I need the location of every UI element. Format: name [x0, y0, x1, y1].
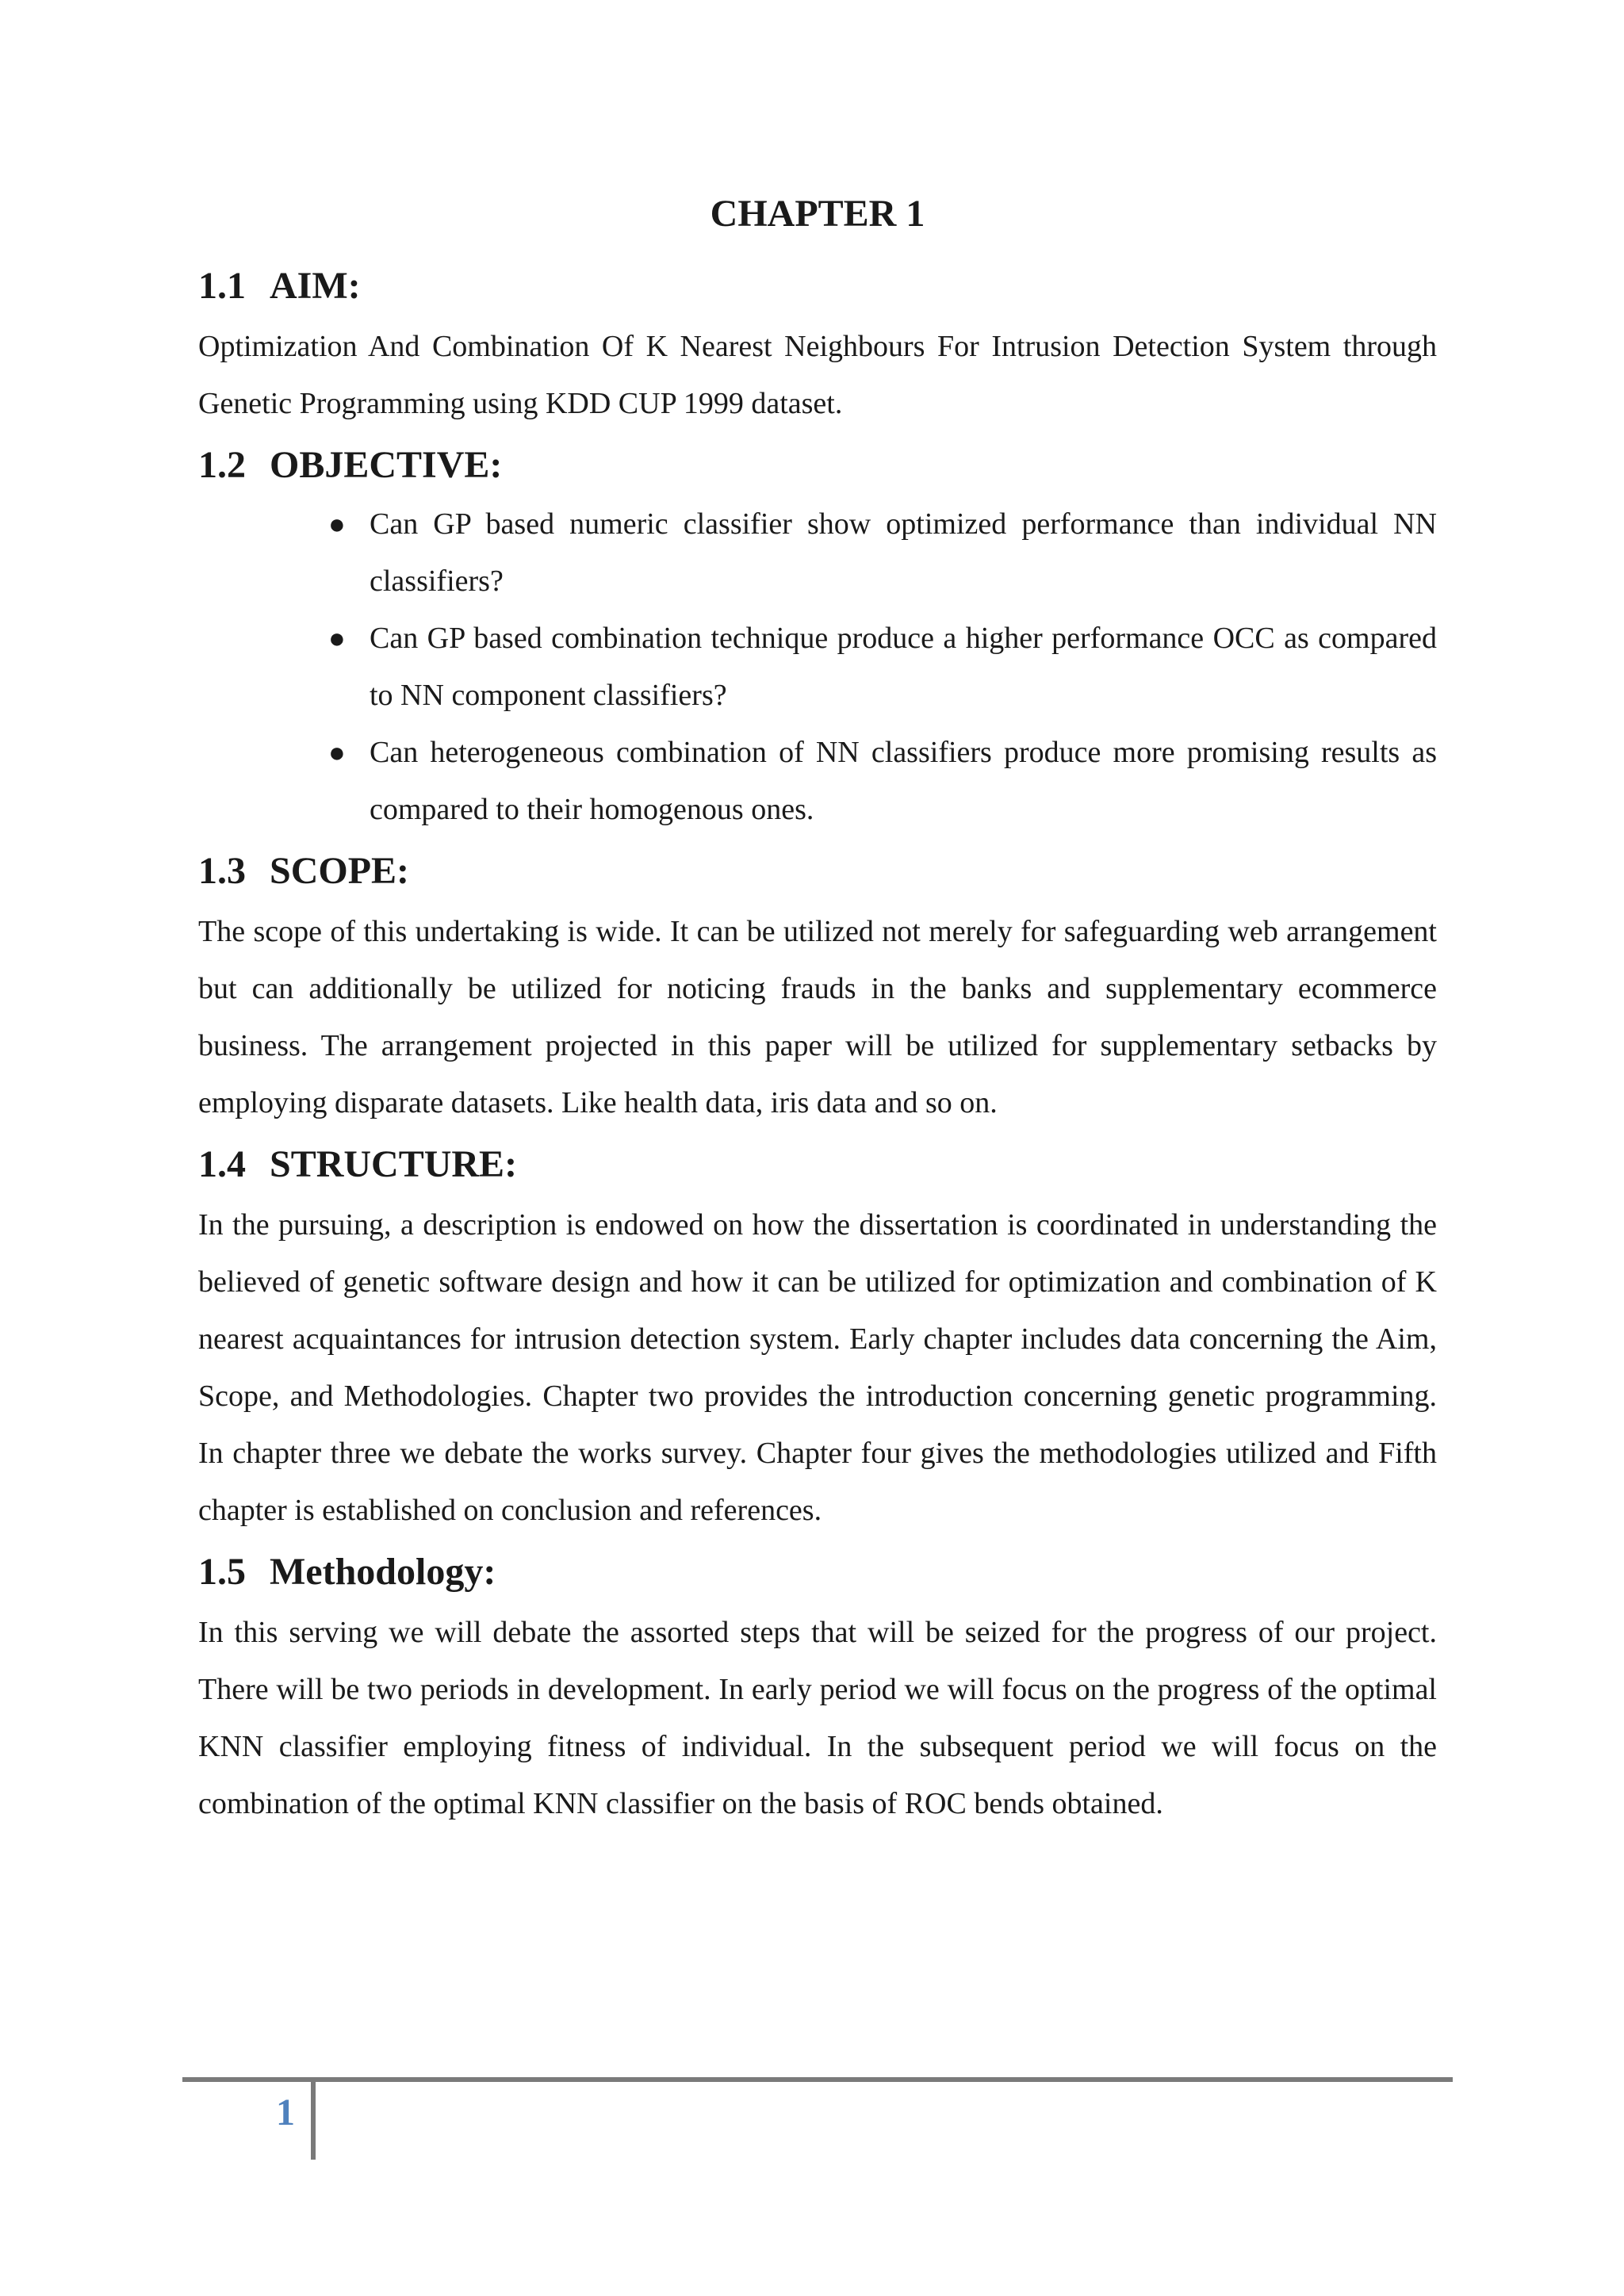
list-item-text: Can GP based numeric classifier show optimized performance than individual NN classifiers?	[370, 507, 1437, 598]
section-title: AIM:	[270, 265, 361, 307]
footer-horizontal-rule	[182, 2077, 1453, 2082]
section-heading-objective	[198, 440, 1437, 491]
bullet-icon: ●	[328, 622, 346, 654]
scope-paragraph: The scope of this undertaking is wide. It can be utilized not merely for safeguarding web arrangement but can additionally be utilized for noticing frauds in the banks and supplementary ecommerce business. The arrangement projected in this paper will be utilized for supplementary setbacks by employing disparate datasets. Like health data, iris data and so on.	[198, 915, 1437, 1119]
objective-list	[198, 496, 1437, 838]
chapter-title: CHAPTER 1	[710, 193, 925, 235]
section-heading-structure	[198, 1139, 1437, 1190]
section-heading-scope	[198, 846, 1437, 897]
section-number: 1.3	[198, 850, 246, 892]
section-title: STRUCTURE:	[270, 1143, 518, 1185]
list-item-text: Can heterogeneous combination of NN classifiers produce more promising results as compared to their homogenous ones.	[370, 736, 1437, 826]
methodology-paragraph: In this serving we will debate the assorted steps that will be seized for the progress of our project. There will be two periods in development. In early period we will focus on the progress of the optimal KNN classifier employing fitness of individual. In the subsequent period we will focus on the combination of the optimal KNN classifier on the basis of ROC bends obtained.	[198, 1616, 1437, 1820]
section-number: 1.1	[198, 265, 246, 307]
list-item	[328, 496, 1437, 610]
section-number: 1.5	[198, 1551, 246, 1593]
bullet-icon: ●	[328, 508, 346, 540]
section-heading-methodology	[198, 1547, 1437, 1598]
list-item	[328, 724, 1437, 838]
section-heading-aim	[198, 261, 1437, 312]
page-number: 1	[276, 2091, 295, 2133]
section-title: SCOPE:	[270, 850, 410, 892]
section-number: 1.2	[198, 444, 246, 486]
footer-vertical-rule	[311, 2080, 316, 2160]
section-number: 1.4	[198, 1143, 246, 1185]
section-title: OBJECTIVE:	[270, 444, 503, 486]
structure-paragraph: In the pursuing, a description is endowed on how the dissertation is coordinated in understanding the believed of genetic software design and how it can be utilized for optimization and combination of K nearest acquaintances for intrusion detection system. Early chapter includes data concerning the Aim, Scope, and Methodologies. Chapter two provides the introduction concerning genetic programming. In chapter three we debate the works survey. Chapter four gives the methodologies utilized and Fifth chapter is established on conclusion and references.	[198, 1208, 1437, 1527]
list-item	[328, 610, 1437, 724]
list-item-text: Can GP based combination technique produce a higher performance OCC as compared to NN component classifiers?	[370, 622, 1437, 712]
section-title: Methodology:	[270, 1551, 496, 1593]
page-content	[198, 186, 1437, 1840]
bullet-icon: ●	[328, 737, 346, 768]
aim-paragraph: Optimization And Combination Of K Nearest Neighbours For Intrusion Detection System through Genetic Programming using KDD CUP 1999 dataset.	[198, 330, 1437, 420]
